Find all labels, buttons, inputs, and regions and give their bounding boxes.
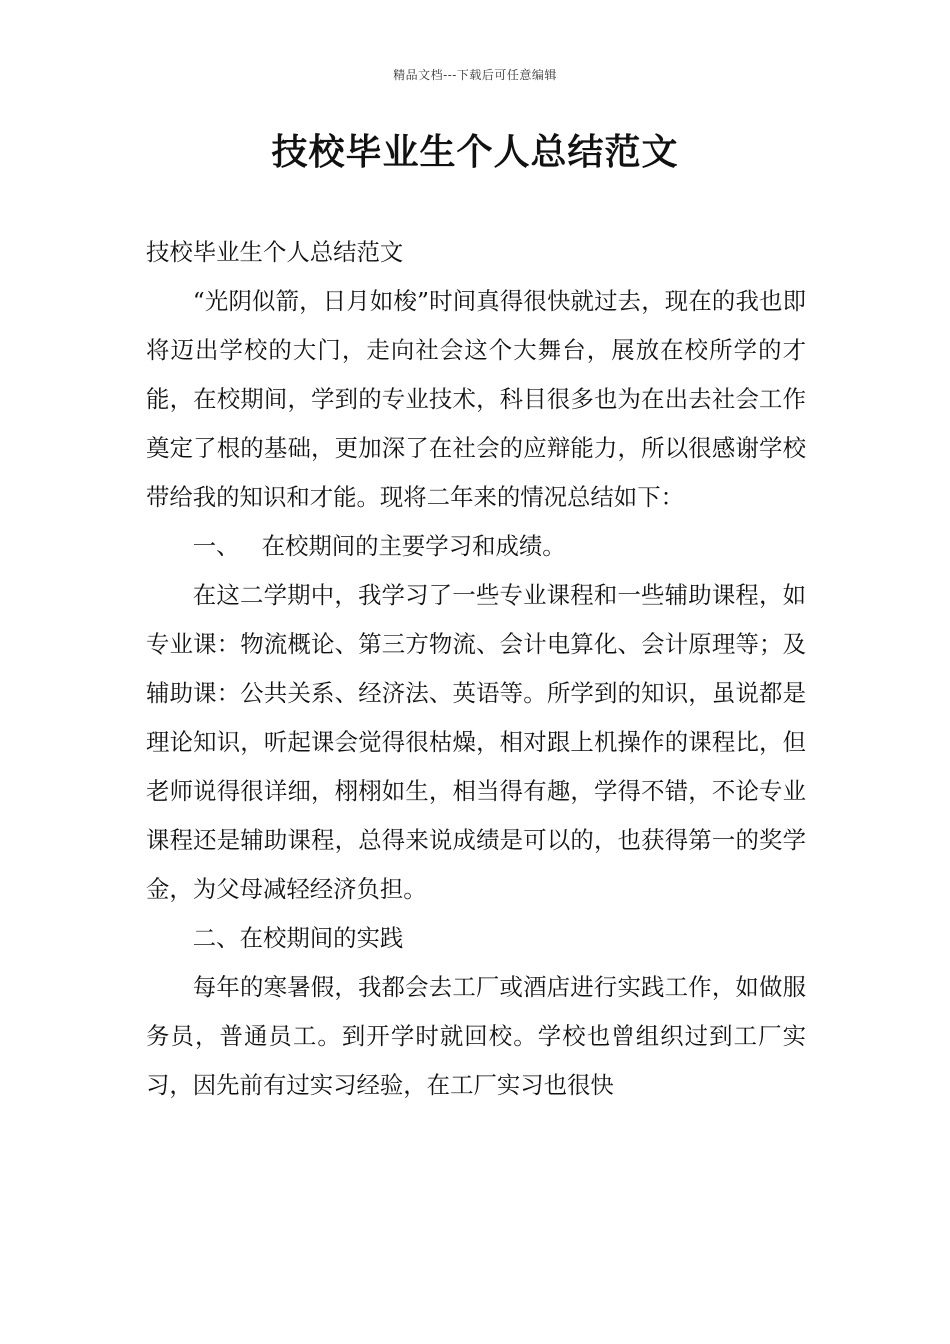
document-subtitle: 技校毕业生个人总结范文 [146, 238, 404, 266]
paragraph-practice: 每年的寒暑假，我都会去工厂或酒店进行实践工作，如做服务员，普通员工。到开学时就回校。学校也曾组织过到工厂实习，因先前有过实习经验，在工厂实习也很快 [146, 973, 806, 1099]
section-heading-1 [146, 522, 806, 571]
paragraph-intro: “光阴似箭，日月如梭”时间真得很快就过去，现在的我也即将迈出学校的大门，走向社会这个大舞台，展放在校所学的才能，在校期间，学到的专业技术，科目很多也为在出去社会工作奠定了根的基础，更加深了在社会的应辩能力，所以很感谢学校带给我的知识和才能。现将二年来的情况总结如下： [146, 287, 806, 511]
paragraph-study: 在这二学期中，我学习了一些专业课程和一些辅助课程，如专业课：物流概论、第三方物流、会计电算化、会计原理等；及辅助课：公共关系、经济法、英语等。所学到的知识，虽说都是理论知识，听起课会觉得很枯燥，相对跟上机操作的课程比，但老师说得很详细，栩栩如生，相当得有趣，学得不错，不论专业课程还是辅助课程，总得来说成绩是可以的，也获得第一的奖学金，为父母减轻经济负担。 [146, 581, 806, 903]
page-title: 技校毕业生个人总结范文 [271, 131, 679, 173]
section-heading-1-number: 一、 [192, 532, 240, 560]
section-heading-2: 二、在校期间的实践 [192, 924, 404, 952]
section-heading-1-text: 在校期间的主要学习和成绩。 [261, 532, 566, 560]
header-note: 精品文档---下载后可任意编辑 [393, 68, 557, 82]
document-body [146, 228, 806, 1110]
